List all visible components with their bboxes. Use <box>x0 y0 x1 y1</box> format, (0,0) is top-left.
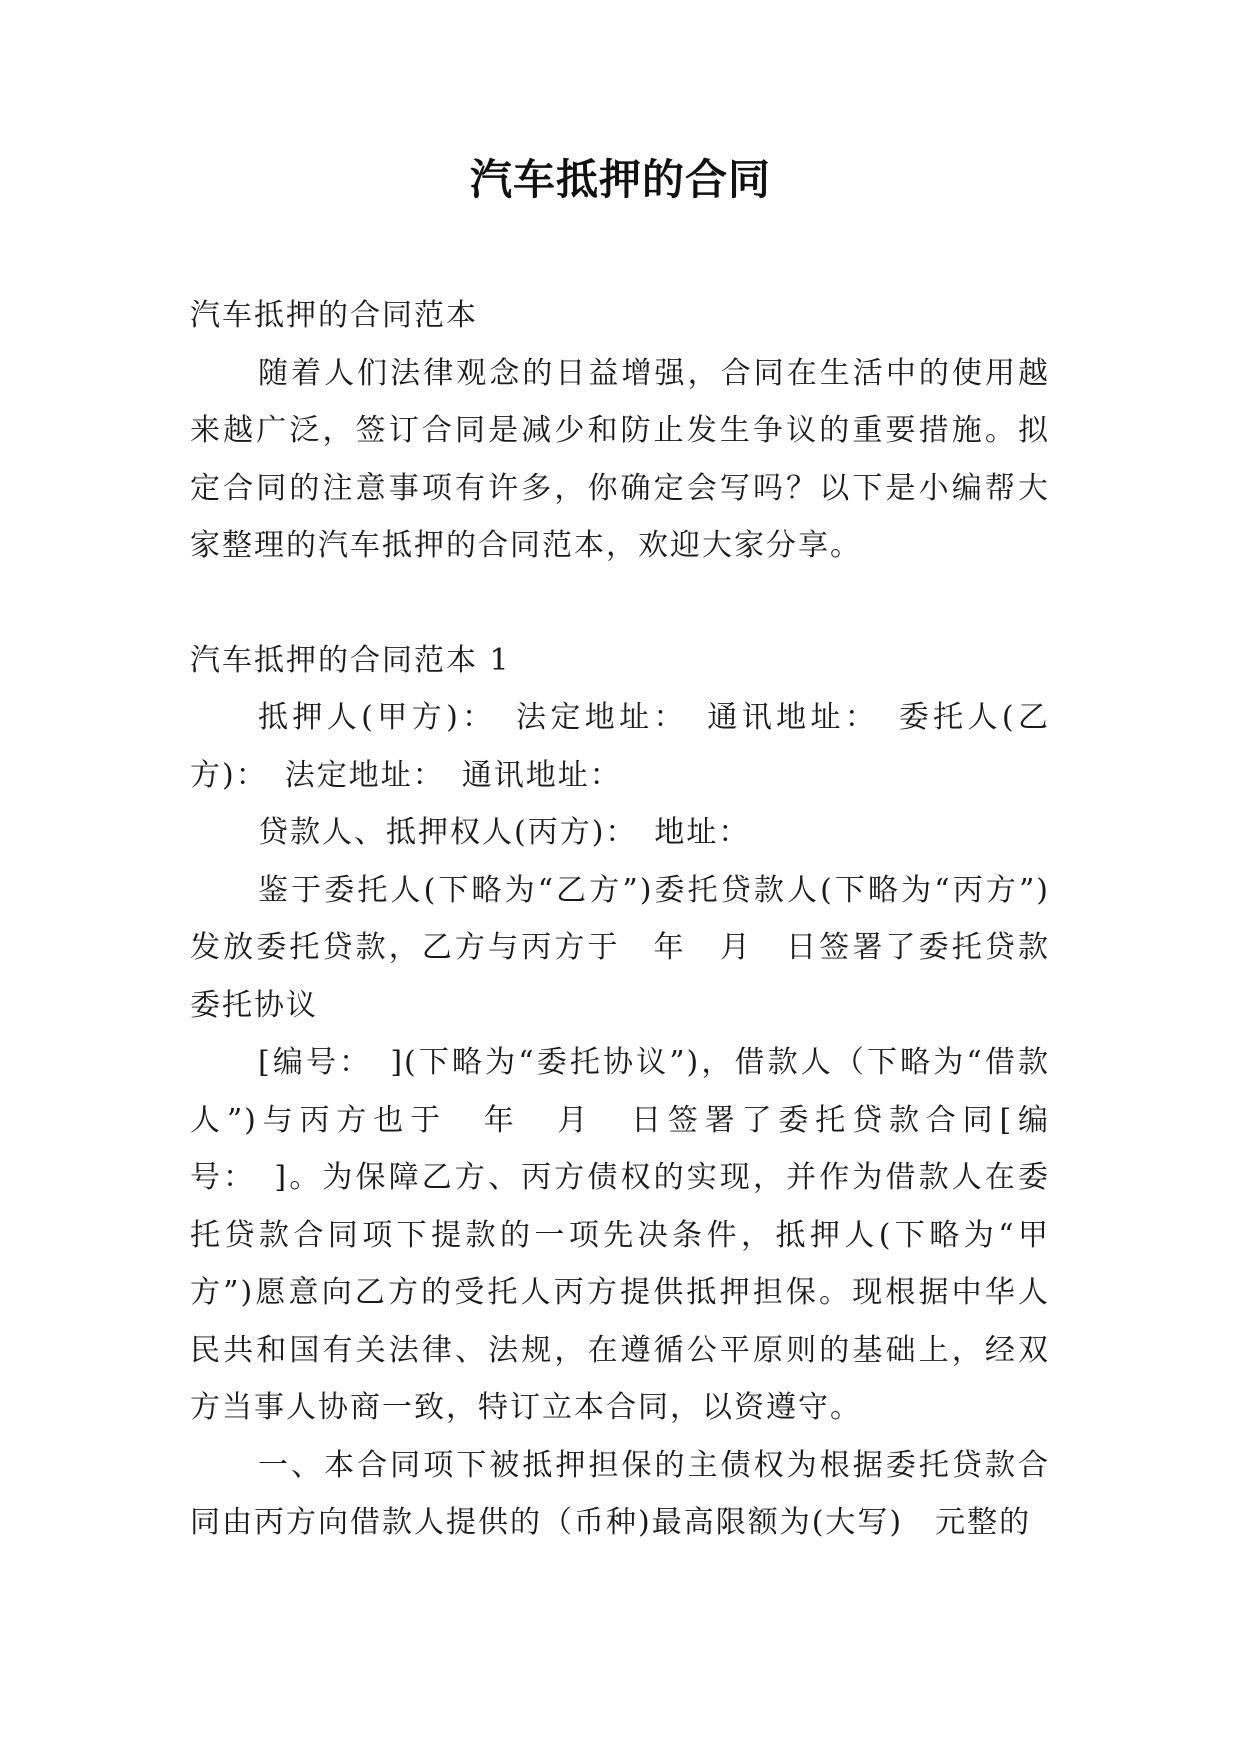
section-heading-intro: 汽车抵押的合同范本 <box>190 298 478 333</box>
document-title: 汽车抵押的合同 <box>469 155 771 204</box>
clause-one-paragraph: 一、本合同项下被抵押担保的主债权为根据委托贷款合同由丙方向借款人提供的（币种)最高限额为(大写) 元整的 <box>190 1447 1050 1540</box>
intro-paragraph: 随着人们法律观念的日益增强，合同在生活中的使用越来越广泛，签订合同是减少和防止发生争议的重要措施。拟定合同的注意事项有许多，你确定会写吗？以下是小编帮大家整理的汽车抵押的合同范本，欢迎大家分享。 <box>190 355 1050 563</box>
paragraph-spacer <box>190 575 1050 632</box>
document-body <box>190 287 1050 1552</box>
lender-paragraph: 贷款人、抵押权人(丙方)： 地址： <box>258 815 751 850</box>
parties-paragraph: 抵押人(甲方)： 法定地址： 通讯地址： 委托人(乙方)： 法定地址： 通讯地址： <box>190 700 1050 793</box>
whereas-paragraph: 鉴于委托人(下略为“乙方”)委托贷款人(下略为“丙方”)发放委托贷款，乙方与丙方于 年 月 日签署了委托贷款委托协议 <box>190 872 1050 1023</box>
agreement-paragraph: [编号： ](下略为“委托协议”)，借款人（下略为“借款人”)与丙方也于 年 月 日签署了委托贷款合同[编号： ]。为保障乙方、丙方债权的实现，并作为借款人在委托贷款合同项下提款的一项先决条件，抵押人(下略为“甲方”)愿意向乙方的受托人丙方提供抵押担保。现根据中华人民共和国有关法律、法规，在遵循公平原则的基础上，经双方当事人协商一致，特订立本合同，以资遵守。 <box>190 1045 1050 1425</box>
section-heading-sample-1: 汽车抵押的合同范本 1 <box>190 642 511 678</box>
